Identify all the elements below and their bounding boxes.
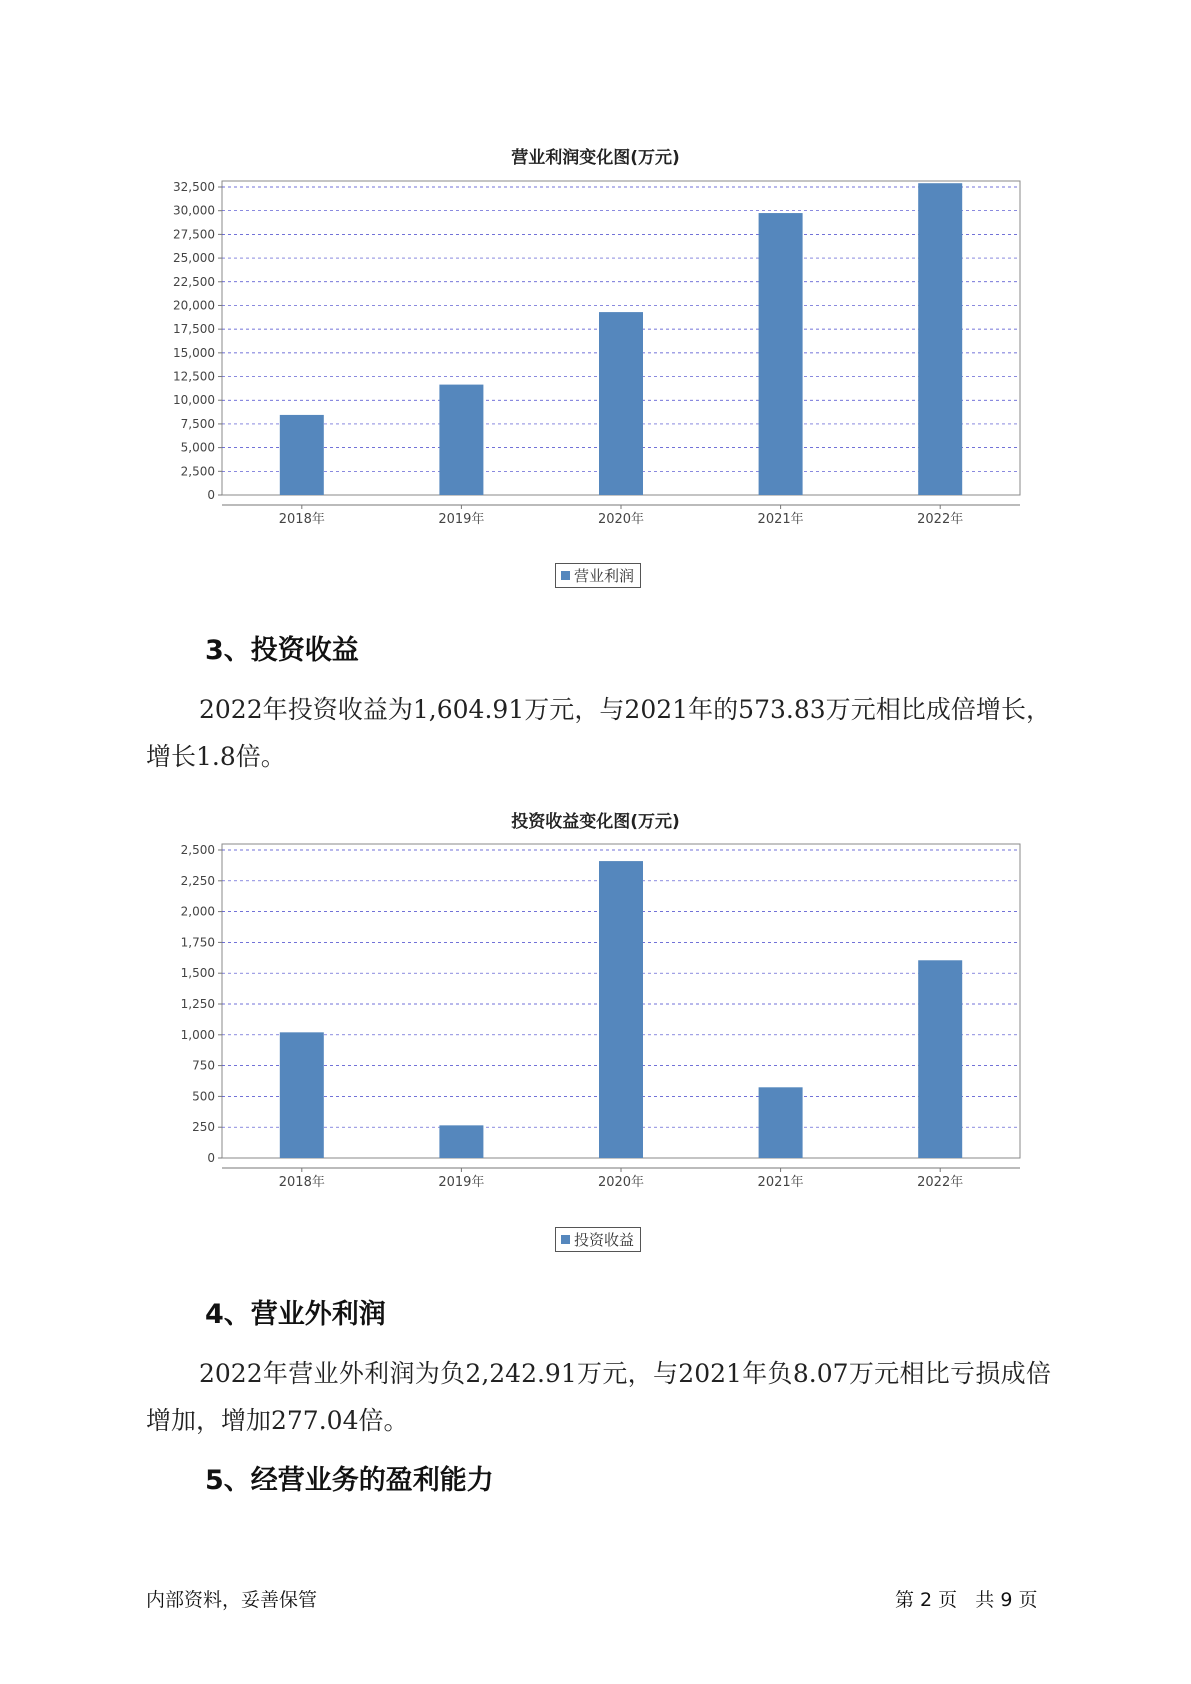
chart1-xtick-label: 2020年 [597, 512, 645, 527]
chart2-ytick-label: 500 [192, 1089, 215, 1104]
chart1-legend [555, 563, 641, 588]
legend-swatch-icon [561, 571, 570, 580]
chart2-legend [555, 1227, 641, 1252]
section-3-heading: 3、投资收益 [205, 635, 359, 666]
chart1-ytick-label: 7,500 [180, 416, 215, 431]
chart1-bar [280, 415, 324, 495]
chart1-xtick-label: 2022年 [917, 512, 964, 527]
chart2-bar [280, 1032, 324, 1158]
chart1-ytick-label: 10,000 [173, 393, 215, 408]
chart1-ytick-label: 27,500 [173, 227, 215, 242]
chart2-ytick-label: 2,000 [180, 904, 215, 919]
chart1-ytick-label: 32,500 [173, 180, 215, 194]
chart2-title: 投资收益变化图(万元) [511, 812, 680, 832]
chart2-ytick-label: 1,500 [180, 966, 215, 981]
operating-profit-chart [150, 175, 1040, 527]
chart1-ytick-label: 20,000 [173, 298, 215, 313]
chart2-xtick-label: 2018年 [278, 1175, 325, 1190]
section-3-paragraph: 2022年投资收益为1,604.91万元，与2021年的573.83万元相比成倍增长，增长1.8倍。 [146, 695, 1051, 771]
footer-page-number: 第 2 页 共 9 页 [895, 1589, 1038, 1611]
chart2-ytick-label: 250 [192, 1120, 215, 1135]
chart2-ytick-label: 750 [192, 1058, 215, 1073]
chart1-ytick-label: 5,000 [180, 440, 215, 455]
section-5-heading: 5、经营业务的盈利能力 [205, 1465, 494, 1496]
chart2-xtick-label: 2019年 [438, 1175, 485, 1190]
chart1-xtick-label: 2021年 [757, 512, 804, 527]
legend-swatch-icon [561, 1235, 570, 1244]
chart1-ytick-label: 0 [207, 488, 215, 502]
chart1-bar [439, 385, 483, 495]
chart2-xtick-label: 2020年 [597, 1175, 645, 1190]
chart2-bar [918, 960, 962, 1158]
chart2-ytick-label: 1,750 [180, 935, 215, 950]
chart1-ytick-label: 12,500 [173, 369, 215, 384]
chart2-ytick-label: 0 [207, 1151, 215, 1165]
chart2-ytick-label: 1,000 [180, 1027, 215, 1042]
chart1-bar [599, 312, 643, 495]
chart1-ytick-label: 25,000 [173, 251, 215, 266]
chart1-xtick-label: 2019年 [438, 512, 485, 527]
section-4-heading: 4、营业外利润 [205, 1299, 386, 1330]
section-4-paragraph: 2022年营业外利润为负2,242.91万元，与2021年负8.07万元相比亏损成倍增加，增加277.04倍。 [146, 1359, 1051, 1435]
chart2-ytick-label: 2,500 [180, 843, 215, 857]
chart1-bar [759, 213, 803, 495]
investment-income-chart [150, 838, 1040, 1190]
chart2-ytick-label: 2,250 [180, 873, 215, 888]
chart2-ytick-label: 1,250 [180, 997, 215, 1011]
chart1-xtick-label: 2018年 [278, 512, 325, 527]
chart1-ytick-label: 30,000 [173, 203, 215, 218]
chart1-ytick-label: 2,500 [180, 464, 215, 479]
chart1-legend-label: 营业利润 [574, 567, 635, 585]
footer-confidential-note: 内部资料，妥善保管 [146, 1589, 318, 1611]
chart1-title: 营业利润变化图(万元) [511, 148, 680, 168]
chart2-legend-label: 投资收益 [574, 1231, 635, 1249]
chart2-xtick-label: 2021年 [757, 1175, 804, 1190]
chart2-bar [759, 1087, 803, 1158]
chart2-bar [439, 1125, 483, 1158]
chart1-ytick-label: 17,500 [173, 322, 215, 337]
chart1-ytick-label: 22,500 [173, 274, 215, 289]
chart1-ytick-label: 15,000 [173, 345, 215, 360]
chart1-bar [918, 183, 962, 495]
chart2-bar [599, 861, 643, 1158]
chart2-xtick-label: 2022年 [917, 1175, 964, 1190]
